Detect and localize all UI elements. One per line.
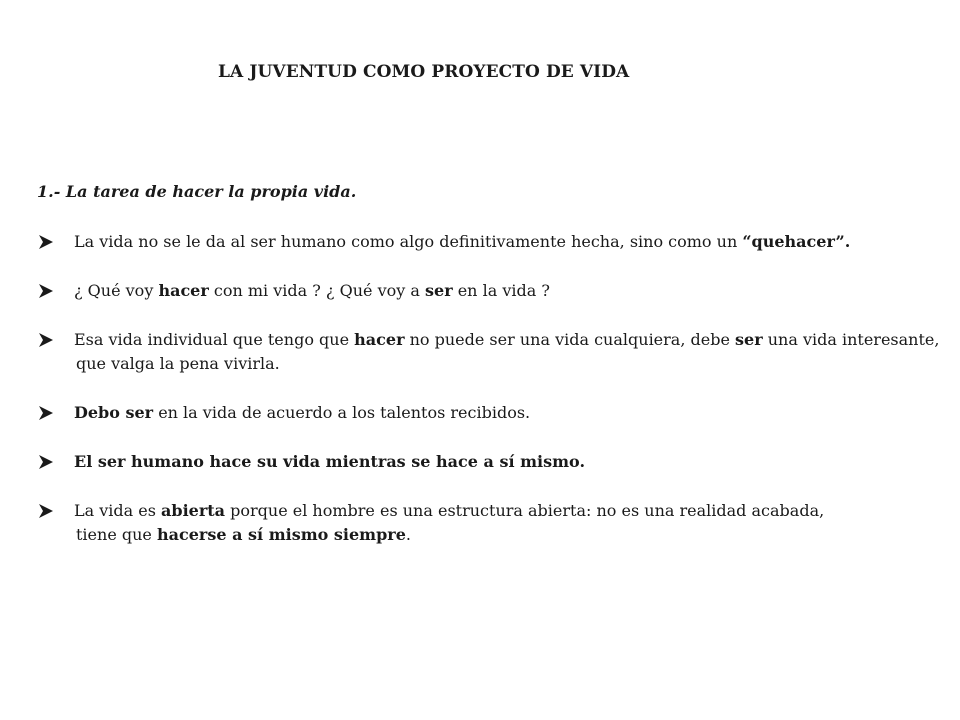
arrowhead-bullet-icon [38,454,54,470]
arrowhead-bullet-icon [38,332,54,348]
bullet-line [74,279,948,303]
section-number: 1.- [37,182,61,201]
text-run: Esa vida individual que tengo que [74,330,355,349]
bullet-item [38,328,948,376]
bullet-line [74,328,948,352]
text-run: con mi vida ? ¿ Qué voy a [208,281,425,300]
bullet-line [74,352,948,376]
bullet-line [74,523,948,547]
arrowhead-bullet-icon [38,503,54,519]
text-run: La vida es [74,501,162,520]
text-run: ¿ Qué voy [74,281,159,300]
text-run: porque el hombre es una estructura abierta: no es una realidad acabada, [225,501,825,520]
bullet-item [38,499,948,547]
bullet-item [38,450,948,474]
bullet-line [74,230,948,254]
bold-text: Debo ser [74,403,154,422]
bold-text: El ser humano hace su vida mientras se hace a sí mismo. [74,452,586,471]
text-run: tiene que [76,525,157,544]
bullet-line [74,450,948,474]
arrowhead-bullet-icon [38,405,54,421]
bullet-line [74,499,948,523]
bullet-item [38,279,948,303]
bold-text: ser [425,281,453,300]
bold-text: “quehacer”. [742,232,851,251]
bold-text: hacer [158,281,209,300]
text-run: . [405,525,411,544]
arrowhead-bullet-icon [38,234,54,250]
bullet-list [38,230,948,572]
text-run: en la vida de acuerdo a los talentos recibidos. [153,403,531,422]
text-run: no puede ser una vida cualquiera, debe [404,330,736,349]
text-run: La vida no se le da al ser humano como algo definitivamente hecha, sino como un [74,232,743,251]
text-run: una vida interesante, [762,330,940,349]
bullet-item [38,230,948,254]
bold-text: hacer [354,330,405,349]
bullet-line [74,401,948,425]
bold-text: abierta [161,501,226,520]
bullet-item [38,401,948,425]
text-run: que valga la pena vivirla. [76,354,280,373]
text-run: en la vida ? [452,281,550,300]
section-heading [37,182,356,201]
arrowhead-bullet-icon [38,283,54,299]
page-title: LA JUVENTUD COMO PROYECTO DE VIDA [218,62,630,82]
bold-text: hacerse a sí mismo siempre [156,525,406,544]
bold-text: ser [735,330,763,349]
section-heading-text: La tarea de hacer la propia vida. [65,182,357,201]
